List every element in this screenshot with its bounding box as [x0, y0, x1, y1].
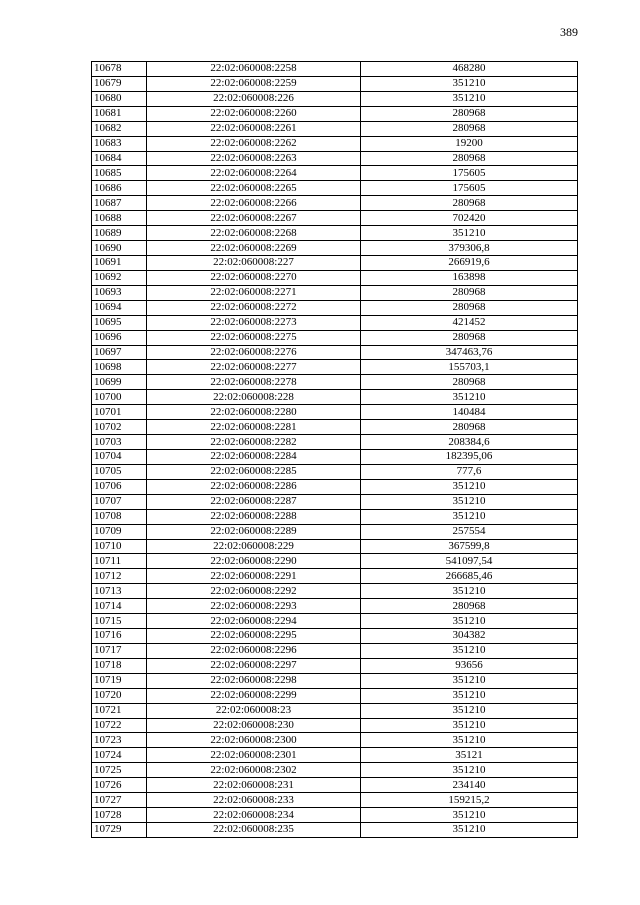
value-cell: 280968	[361, 375, 578, 390]
table-row	[92, 629, 578, 644]
cadastral-number-cell: 22:02:060008:2300	[147, 733, 361, 748]
cadastral-number-cell: 22:02:060008:2268	[147, 226, 361, 241]
row-number-cell: 10708	[92, 509, 147, 524]
cadastral-number-cell: 22:02:060008:2271	[147, 285, 361, 300]
table-row	[92, 62, 578, 77]
value-cell: 351210	[361, 390, 578, 405]
value-cell: 182395,06	[361, 449, 578, 464]
table-row	[92, 300, 578, 315]
row-number-cell: 10701	[92, 405, 147, 420]
row-number-cell: 10727	[92, 793, 147, 808]
value-cell: 266919,6	[361, 255, 578, 270]
cadastral-number-cell: 22:02:060008:2259	[147, 76, 361, 91]
cadastral-number-cell: 22:02:060008:2290	[147, 554, 361, 569]
cadastral-number-cell: 22:02:060008:2265	[147, 181, 361, 196]
cadastral-number-cell: 22:02:060008:2261	[147, 121, 361, 136]
row-number-cell: 10718	[92, 658, 147, 673]
cadastral-number-cell: 22:02:060008:2278	[147, 375, 361, 390]
value-cell: 351210	[361, 76, 578, 91]
table-row	[92, 793, 578, 808]
table-row	[92, 151, 578, 166]
cadastral-number-cell: 22:02:060008:2293	[147, 599, 361, 614]
value-cell: 175605	[361, 166, 578, 181]
value-cell: 351210	[361, 479, 578, 494]
value-cell: 280968	[361, 420, 578, 435]
value-cell: 351210	[361, 614, 578, 629]
value-cell: 280968	[361, 121, 578, 136]
row-number-cell: 10721	[92, 703, 147, 718]
cadastral-number-cell: 22:02:060008:2266	[147, 196, 361, 211]
table-row	[92, 449, 578, 464]
row-number-cell: 10729	[92, 823, 147, 838]
cadastral-number-cell: 22:02:060008:2262	[147, 136, 361, 151]
value-cell: 280968	[361, 285, 578, 300]
row-number-cell: 10711	[92, 554, 147, 569]
value-cell: 351210	[361, 823, 578, 838]
table-row	[92, 211, 578, 226]
table-row	[92, 703, 578, 718]
value-cell: 304382	[361, 629, 578, 644]
row-number-cell: 10715	[92, 614, 147, 629]
table-row	[92, 614, 578, 629]
row-number-cell: 10726	[92, 778, 147, 793]
cadastral-number-cell: 22:02:060008:2285	[147, 464, 361, 479]
cadastral-number-cell: 22:02:060008:235	[147, 823, 361, 838]
cadastral-number-cell: 22:02:060008:233	[147, 793, 361, 808]
row-number-cell: 10728	[92, 808, 147, 823]
row-number-cell: 10723	[92, 733, 147, 748]
row-number-cell: 10683	[92, 136, 147, 151]
cadastral-number-cell: 22:02:060008:2272	[147, 300, 361, 315]
value-cell: 468280	[361, 62, 578, 77]
row-number-cell: 10690	[92, 241, 147, 256]
value-cell: 351210	[361, 494, 578, 509]
value-cell: 777,6	[361, 464, 578, 479]
cadastral-number-cell: 22:02:060008:2275	[147, 330, 361, 345]
value-cell: 234140	[361, 778, 578, 793]
cadastral-number-cell: 22:02:060008:2270	[147, 270, 361, 285]
row-number-cell: 10704	[92, 449, 147, 464]
table-row	[92, 808, 578, 823]
table-row	[92, 390, 578, 405]
table-row	[92, 196, 578, 211]
cadastral-number-cell: 22:02:060008:231	[147, 778, 361, 793]
value-cell: 280968	[361, 330, 578, 345]
value-cell: 367599,8	[361, 539, 578, 554]
value-cell: 351210	[361, 703, 578, 718]
cadastral-number-cell: 22:02:060008:2295	[147, 629, 361, 644]
value-cell: 351210	[361, 718, 578, 733]
value-cell: 140484	[361, 405, 578, 420]
table-row	[92, 330, 578, 345]
row-number-cell: 10699	[92, 375, 147, 390]
cadastral-number-cell: 22:02:060008:2282	[147, 435, 361, 450]
table-row	[92, 539, 578, 554]
table-row	[92, 405, 578, 420]
value-cell: 541097,54	[361, 554, 578, 569]
row-number-cell: 10694	[92, 300, 147, 315]
row-number-cell: 10697	[92, 345, 147, 360]
cadastral-number-cell: 22:02:060008:2289	[147, 524, 361, 539]
table-row	[92, 166, 578, 181]
row-number-cell: 10682	[92, 121, 147, 136]
cadastral-number-cell: 22:02:060008:2288	[147, 509, 361, 524]
value-cell: 35121	[361, 748, 578, 763]
cadastral-number-cell: 22:02:060008:2280	[147, 405, 361, 420]
cadastral-number-cell: 22:02:060008:2298	[147, 673, 361, 688]
table-row	[92, 464, 578, 479]
cadastral-number-cell: 22:02:060008:2263	[147, 151, 361, 166]
cadastral-number-cell: 22:02:060008:2260	[147, 106, 361, 121]
cadastral-number-cell: 22:02:060008:2281	[147, 420, 361, 435]
row-number-cell: 10688	[92, 211, 147, 226]
table-row	[92, 479, 578, 494]
cadastral-number-cell: 22:02:060008:2273	[147, 315, 361, 330]
table-row	[92, 673, 578, 688]
value-cell: 351210	[361, 808, 578, 823]
table-row	[92, 748, 578, 763]
row-number-cell: 10684	[92, 151, 147, 166]
row-number-cell: 10691	[92, 255, 147, 270]
row-number-cell: 10689	[92, 226, 147, 241]
value-cell: 351210	[361, 91, 578, 106]
row-number-cell: 10705	[92, 464, 147, 479]
cadastral-number-cell: 22:02:060008:227	[147, 255, 361, 270]
cadastral-number-cell: 22:02:060008:2269	[147, 241, 361, 256]
row-number-cell: 10680	[92, 91, 147, 106]
row-number-cell: 10685	[92, 166, 147, 181]
table-row	[92, 778, 578, 793]
cadastral-number-cell: 22:02:060008:229	[147, 539, 361, 554]
table-row	[92, 599, 578, 614]
table-row	[92, 285, 578, 300]
table-row	[92, 121, 578, 136]
value-cell: 159215,2	[361, 793, 578, 808]
table-row	[92, 270, 578, 285]
row-number-cell: 10717	[92, 643, 147, 658]
table-row	[92, 823, 578, 838]
table-row	[92, 509, 578, 524]
cadastral-number-cell: 22:02:060008:2286	[147, 479, 361, 494]
value-cell: 351210	[361, 688, 578, 703]
cadastral-number-cell: 22:02:060008:2284	[147, 449, 361, 464]
row-number-cell: 10698	[92, 360, 147, 375]
table-row	[92, 360, 578, 375]
table-row	[92, 375, 578, 390]
table-row	[92, 255, 578, 270]
value-cell: 347463,76	[361, 345, 578, 360]
row-number-cell: 10706	[92, 479, 147, 494]
row-number-cell: 10714	[92, 599, 147, 614]
table-row	[92, 584, 578, 599]
row-number-cell: 10681	[92, 106, 147, 121]
row-number-cell: 10725	[92, 763, 147, 778]
cadastral-number-cell: 22:02:060008:2277	[147, 360, 361, 375]
row-number-cell: 10709	[92, 524, 147, 539]
value-cell: 280968	[361, 196, 578, 211]
row-number-cell: 10720	[92, 688, 147, 703]
row-number-cell: 10693	[92, 285, 147, 300]
cadastral-number-cell: 22:02:060008:2294	[147, 614, 361, 629]
value-cell: 351210	[361, 673, 578, 688]
cadastral-number-cell: 22:02:060008:2296	[147, 643, 361, 658]
value-cell: 175605	[361, 181, 578, 196]
cadastral-number-cell: 22:02:060008:230	[147, 718, 361, 733]
table-row	[92, 345, 578, 360]
table-row	[92, 91, 578, 106]
row-number-cell: 10692	[92, 270, 147, 285]
cadastral-number-cell: 22:02:060008:2301	[147, 748, 361, 763]
table-row	[92, 76, 578, 91]
table-row	[92, 106, 578, 121]
value-cell: 702420	[361, 211, 578, 226]
value-cell: 163898	[361, 270, 578, 285]
row-number-cell: 10702	[92, 420, 147, 435]
row-number-cell: 10710	[92, 539, 147, 554]
cadastral-number-cell: 22:02:060008:226	[147, 91, 361, 106]
value-cell: 155703,1	[361, 360, 578, 375]
table-row	[92, 136, 578, 151]
row-number-cell: 10686	[92, 181, 147, 196]
cadastral-number-cell: 22:02:060008:2292	[147, 584, 361, 599]
cadastral-number-cell: 22:02:060008:2287	[147, 494, 361, 509]
value-cell: 280968	[361, 106, 578, 121]
cadastral-number-cell: 22:02:060008:2299	[147, 688, 361, 703]
row-number-cell: 10707	[92, 494, 147, 509]
value-cell: 351210	[361, 763, 578, 778]
cadastral-number-cell: 22:02:060008:2258	[147, 62, 361, 77]
value-cell: 351210	[361, 643, 578, 658]
cadastral-value-table	[91, 61, 578, 838]
table-row	[92, 420, 578, 435]
table-row	[92, 226, 578, 241]
row-number-cell: 10703	[92, 435, 147, 450]
row-number-cell: 10716	[92, 629, 147, 644]
value-cell: 351210	[361, 584, 578, 599]
value-cell: 351210	[361, 509, 578, 524]
table-row	[92, 763, 578, 778]
table-body	[92, 62, 578, 838]
table-row	[92, 435, 578, 450]
cadastral-number-cell: 22:02:060008:2276	[147, 345, 361, 360]
cadastral-number-cell: 22:02:060008:2302	[147, 763, 361, 778]
table-row	[92, 688, 578, 703]
value-cell: 93656	[361, 658, 578, 673]
row-number-cell: 10695	[92, 315, 147, 330]
value-cell: 266685,46	[361, 569, 578, 584]
row-number-cell: 10713	[92, 584, 147, 599]
table-row	[92, 494, 578, 509]
table-row	[92, 658, 578, 673]
row-number-cell: 10687	[92, 196, 147, 211]
cadastral-number-cell: 22:02:060008:23	[147, 703, 361, 718]
value-cell: 351210	[361, 733, 578, 748]
value-cell: 280968	[361, 151, 578, 166]
value-cell: 257554	[361, 524, 578, 539]
value-cell: 351210	[361, 226, 578, 241]
value-cell: 208384,6	[361, 435, 578, 450]
table-row	[92, 241, 578, 256]
cadastral-number-cell: 22:02:060008:228	[147, 390, 361, 405]
table-row	[92, 181, 578, 196]
value-cell: 280968	[361, 300, 578, 315]
value-cell: 19200	[361, 136, 578, 151]
value-cell: 379306,8	[361, 241, 578, 256]
value-cell: 280968	[361, 599, 578, 614]
row-number-cell: 10700	[92, 390, 147, 405]
cadastral-number-cell: 22:02:060008:2267	[147, 211, 361, 226]
value-cell: 421452	[361, 315, 578, 330]
table-row	[92, 524, 578, 539]
table-row	[92, 554, 578, 569]
cadastral-number-cell: 22:02:060008:2291	[147, 569, 361, 584]
row-number-cell: 10696	[92, 330, 147, 345]
row-number-cell: 10678	[92, 62, 147, 77]
table-row	[92, 569, 578, 584]
cadastral-number-cell: 22:02:060008:2264	[147, 166, 361, 181]
table-row	[92, 733, 578, 748]
cadastral-number-cell: 22:02:060008:234	[147, 808, 361, 823]
row-number-cell: 10679	[92, 76, 147, 91]
row-number-cell: 10719	[92, 673, 147, 688]
table-row	[92, 718, 578, 733]
table-row	[92, 315, 578, 330]
table-row	[92, 643, 578, 658]
row-number-cell: 10712	[92, 569, 147, 584]
page-number: 389	[560, 25, 578, 39]
cadastral-number-cell: 22:02:060008:2297	[147, 658, 361, 673]
row-number-cell: 10724	[92, 748, 147, 763]
row-number-cell: 10722	[92, 718, 147, 733]
